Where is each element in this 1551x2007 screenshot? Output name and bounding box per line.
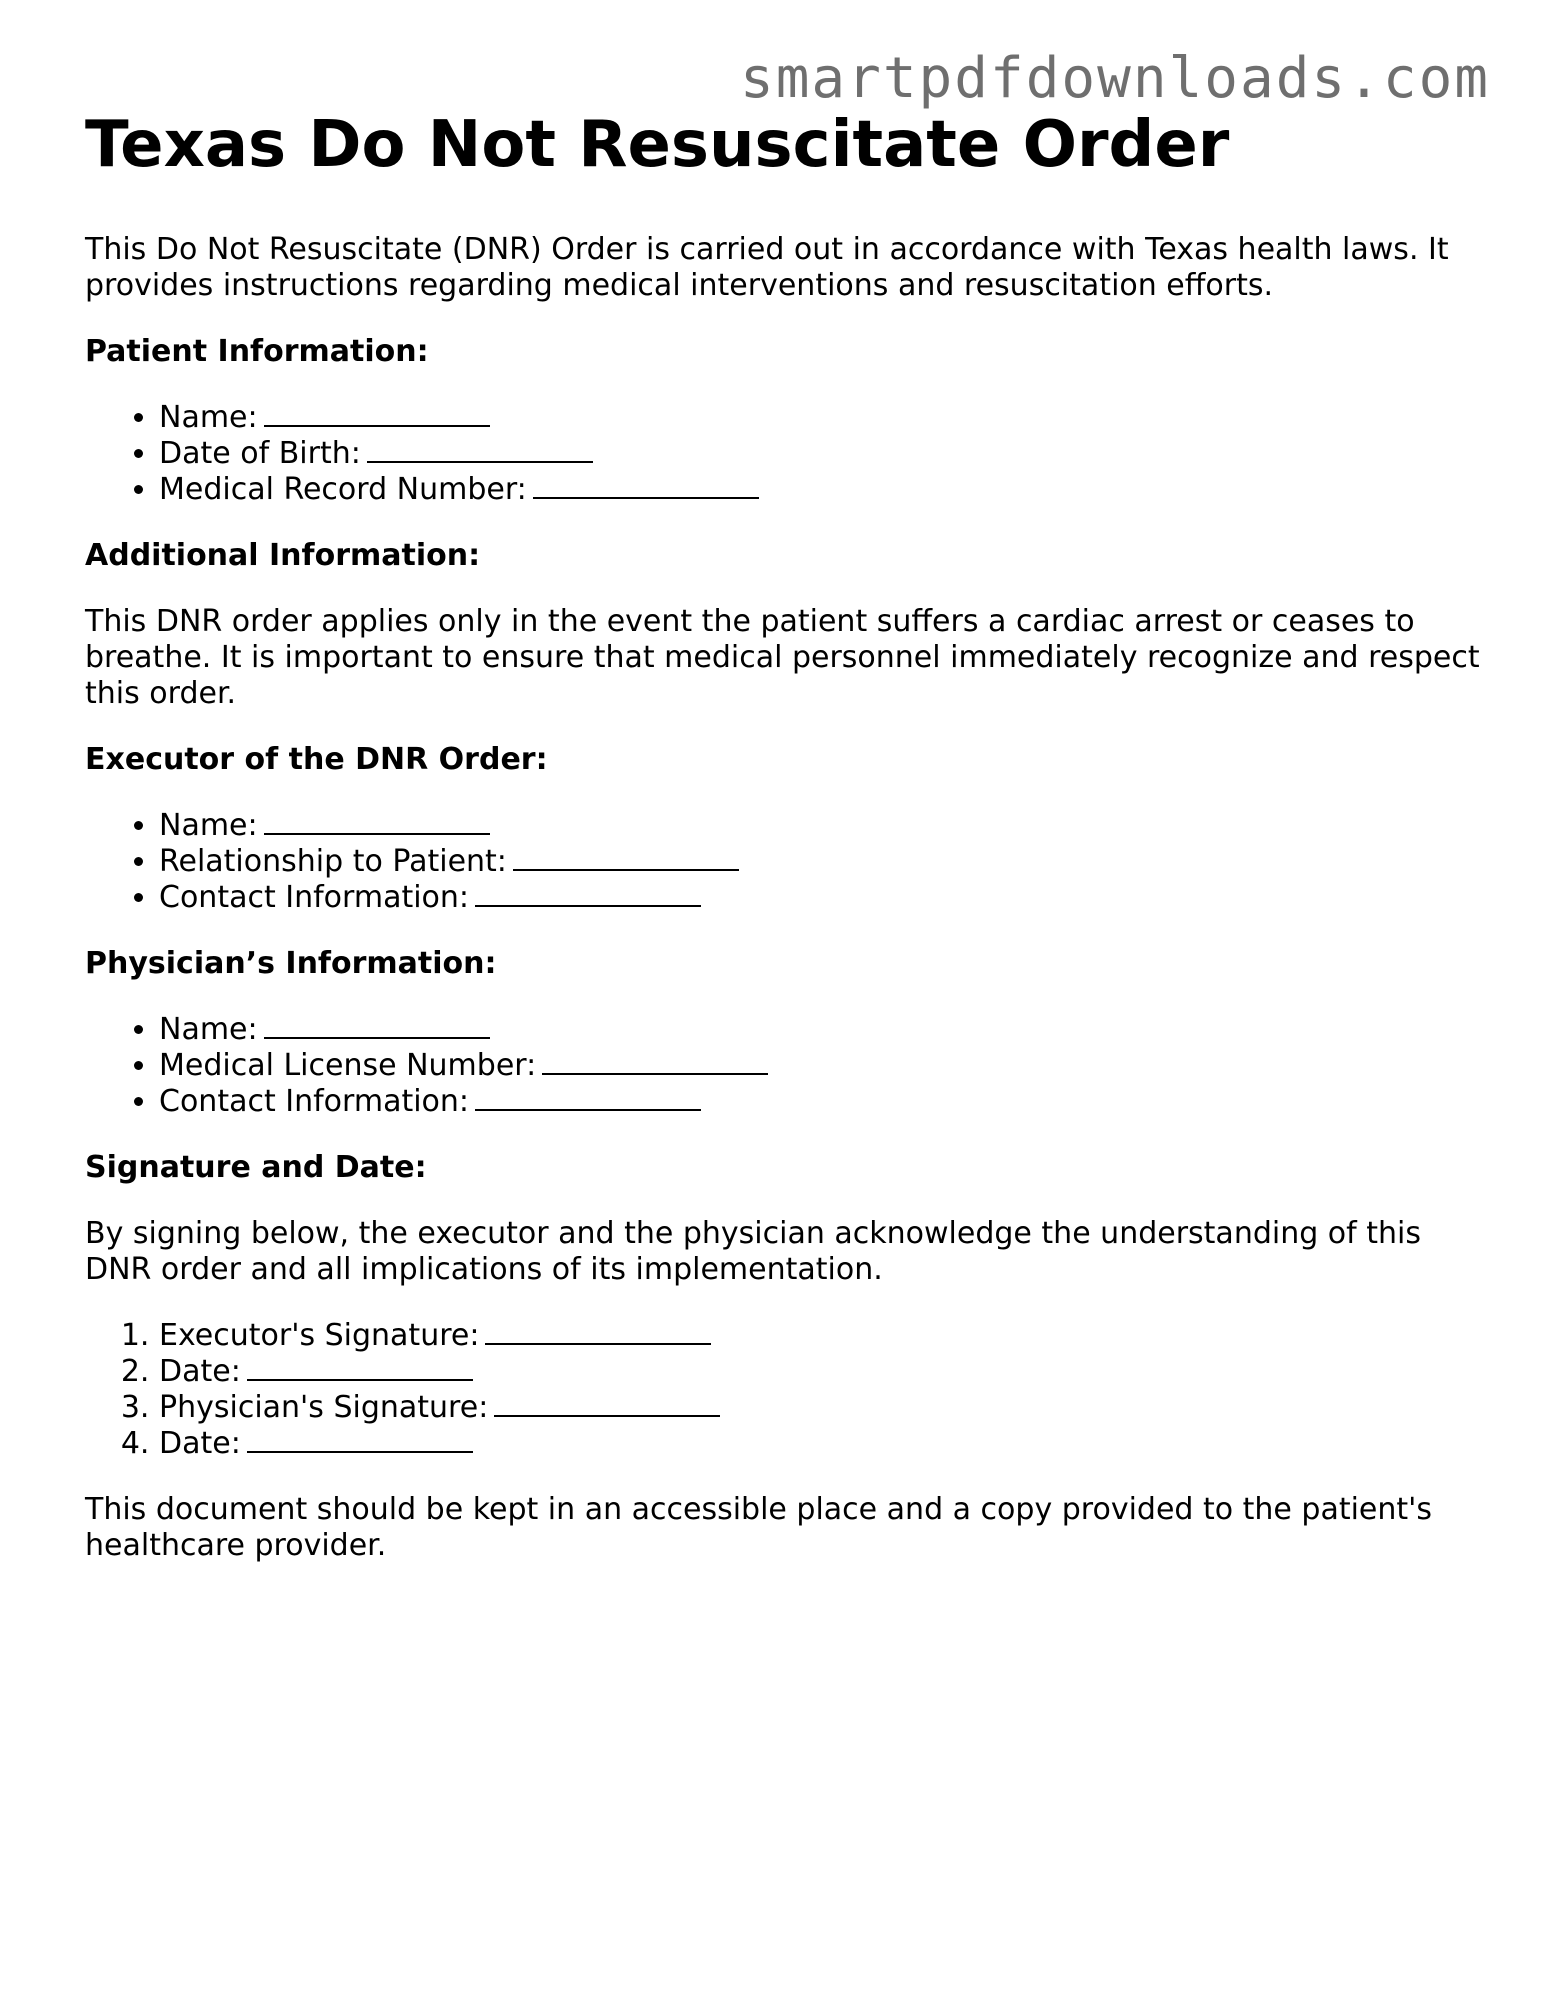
- additional-info-heading: Additional Information:: [85, 538, 481, 574]
- patient-dob-field: [159, 436, 1485, 472]
- physician-signature-field: [159, 1390, 1485, 1426]
- field-label: Relationship to Patient:: [159, 844, 507, 880]
- signature-paragraph: By signing below, the executor and the physician acknowledge the understanding of this DNR order and all implications of its implementation.: [85, 1216, 1421, 1288]
- physician-name-blank[interactable]: [264, 1015, 490, 1039]
- patient-info-list: [85, 400, 1485, 508]
- signature-list: [85, 1318, 1485, 1462]
- field-label: Name:: [159, 1012, 258, 1048]
- physician-license-field: [159, 1048, 1485, 1084]
- patient-mrn-blank[interactable]: [533, 475, 759, 499]
- physician-signature-blank[interactable]: [494, 1393, 720, 1417]
- field-label: Date:: [159, 1426, 241, 1462]
- executor-relationship-field: [159, 844, 1485, 880]
- field-label: Physician's Signature:: [159, 1390, 489, 1426]
- executor-contact-field: [159, 880, 1485, 916]
- signature-heading: Signature and Date:: [85, 1150, 427, 1186]
- field-label: Name:: [159, 400, 258, 436]
- executor-date-field: [159, 1354, 1485, 1390]
- executor-contact-blank[interactable]: [475, 883, 701, 907]
- physician-list: [85, 1012, 1485, 1120]
- physician-date-blank[interactable]: [247, 1429, 473, 1453]
- executor-relationship-blank[interactable]: [513, 847, 739, 871]
- intro-paragraph: This Do Not Resuscitate (DNR) Order is carried out in accordance with Texas health laws. It provides instructions regarding medical interventions and resuscitation efforts.: [85, 232, 1449, 304]
- physician-contact-field: [159, 1084, 1485, 1120]
- field-label: Date:: [159, 1354, 241, 1390]
- physician-date-field: [159, 1426, 1485, 1462]
- field-label: Contact Information:: [159, 880, 470, 916]
- patient-dob-blank[interactable]: [367, 439, 593, 463]
- executor-signature-field: [159, 1318, 1485, 1354]
- field-label: Executor's Signature:: [159, 1318, 480, 1354]
- field-label: Name:: [159, 808, 258, 844]
- patient-mrn-field: [159, 472, 1485, 508]
- closing-paragraph: This document should be kept in an accessible place and a copy provided to the patient's healthcare provider.: [85, 1492, 1433, 1564]
- physician-heading: Physician’s Information:: [85, 946, 497, 982]
- field-label: Medical Record Number:: [159, 472, 527, 508]
- physician-license-blank[interactable]: [542, 1051, 768, 1075]
- field-label: Contact Information:: [159, 1084, 470, 1120]
- physician-name-field: [159, 1012, 1485, 1048]
- patient-name-field: [159, 400, 1485, 436]
- patient-info-heading: Patient Information:: [85, 334, 429, 370]
- executor-list: [85, 808, 1485, 916]
- executor-heading: Executor of the DNR Order:: [85, 742, 548, 778]
- additional-info-paragraph: This DNR order applies only in the event the patient suffers a cardiac arrest or ceases to breathe. It is important to ensure that medical personnel immediately recognize and respect this order.: [85, 604, 1480, 712]
- watermark: smartpdfdownloads.com: [739, 46, 1490, 111]
- executor-name-blank[interactable]: [264, 811, 490, 835]
- page-title: Texas Do Not Resuscitate Order: [85, 108, 1230, 182]
- physician-contact-blank[interactable]: [475, 1087, 701, 1111]
- patient-name-blank[interactable]: [264, 403, 490, 427]
- executor-signature-blank[interactable]: [485, 1321, 711, 1345]
- field-label: Date of Birth:: [159, 436, 361, 472]
- field-label: Medical License Number:: [159, 1048, 537, 1084]
- executor-name-field: [159, 808, 1485, 844]
- executor-date-blank[interactable]: [247, 1357, 473, 1381]
- document-page: [85, 110, 1485, 1564]
